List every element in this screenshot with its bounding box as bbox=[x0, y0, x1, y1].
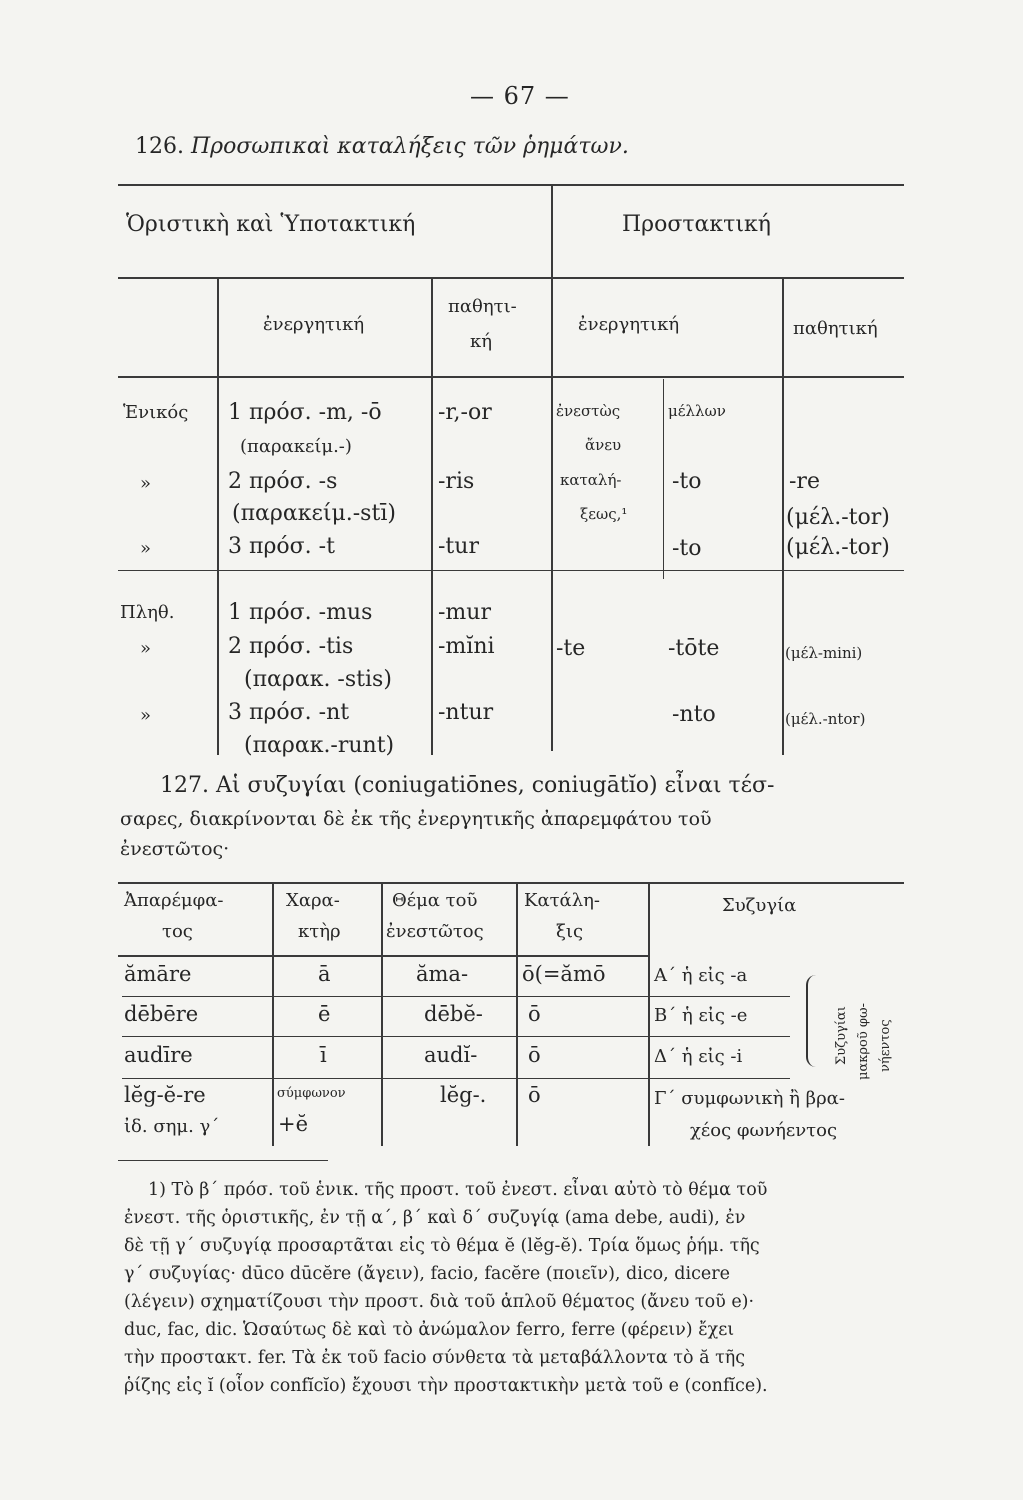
t2-stem: dēbĕ- bbox=[424, 1002, 483, 1026]
table2-row-rule bbox=[122, 996, 790, 997]
page-number: — 67 — bbox=[470, 82, 570, 110]
table1-top-rule bbox=[118, 184, 904, 186]
header-passive-1: παθητι- bbox=[448, 296, 517, 317]
pl-3-active-perfect: (παρακ.-runt) bbox=[244, 733, 395, 758]
t2-ending: ō(=ămō bbox=[522, 962, 606, 986]
singular-label: Ἑνικός bbox=[123, 402, 189, 423]
t2-character: ē bbox=[318, 1002, 331, 1026]
ditto-mark: » bbox=[140, 638, 152, 659]
footnote-line: (λέγειν) σχηματίζουσι τὴν προστ. διὰ τοῦ ἁπλοῦ θέματος (ἄνευ τοῦ e)· bbox=[124, 1292, 755, 1312]
table1-rule-a bbox=[118, 277, 904, 279]
sg-1-active: 1 πρόσ. -m, -ō bbox=[228, 400, 382, 425]
header-active: ἐνεργητική bbox=[263, 314, 365, 335]
table1-vline-3 bbox=[663, 379, 664, 579]
sg-3-imp-passive-future: (μέλ.-tor) bbox=[786, 535, 890, 560]
pl-3-imp-passive: (μέλ.-ntor) bbox=[785, 710, 866, 728]
header-passive-2: κή bbox=[470, 331, 493, 352]
table2-vline-2 bbox=[381, 884, 383, 1146]
t2-ending: ō bbox=[528, 1002, 541, 1026]
section-127-line-2: σαρες, διακρίνονται δὲ ἐκ τῆς ἐνεργητικῆς ἀπαρεμφάτου τοῦ bbox=[120, 808, 712, 830]
sg-1-active-perfect: (παρακείμ.-) bbox=[240, 436, 352, 457]
sg-2-imp-future: -to bbox=[672, 469, 702, 494]
t2-infinitive: ămāre bbox=[124, 962, 192, 986]
pl-3-active: 3 πρόσ. -nt bbox=[228, 700, 350, 725]
conjugation-brace bbox=[806, 975, 818, 1067]
sg-2-imp-passive: -re bbox=[789, 469, 820, 494]
side-note: μακροῦ φω- bbox=[856, 1003, 871, 1080]
t2-infinitive: audīre bbox=[124, 1043, 193, 1067]
t2-character: σύμφωνον bbox=[277, 1086, 346, 1101]
plural-label: Πληθ. bbox=[120, 602, 175, 623]
pl-3-imp-future: -nto bbox=[672, 702, 716, 727]
imp-present-label: ἐνεστὼς bbox=[556, 402, 621, 420]
table2-row-rule bbox=[122, 1036, 790, 1037]
imp-present-label: ἄνευ bbox=[585, 436, 622, 454]
t2-stem: lĕg-. bbox=[440, 1083, 487, 1107]
pl-2-imp-present: -te bbox=[556, 636, 586, 661]
footnote-line: ἐνεστ. τῆς ὁριστικῆς, ἐν τῇ α΄, β΄ καὶ δ΄ συζυγίᾳ (ama debe, audi), ἐν bbox=[124, 1208, 746, 1228]
sg-2-active-perfect: (παρακείμ.-stī) bbox=[232, 501, 396, 526]
table1-vline-1 bbox=[217, 279, 219, 755]
sg-2-active: 2 πρόσ. -s bbox=[228, 469, 338, 494]
pl-1-passive: -mur bbox=[438, 600, 491, 625]
table2-vline-3 bbox=[516, 884, 518, 1146]
t2-conjugation: Β΄ ἡ εἰς -e bbox=[654, 1005, 748, 1026]
section-number: 126. bbox=[135, 134, 184, 159]
ditto-mark: » bbox=[140, 538, 152, 559]
footnote-line: τὴν προστακτ. fer. Τὰ ἐκ τοῦ facio σύνθετα τὰ μεταβάλλοντα τὸ ă τῆς bbox=[124, 1348, 746, 1368]
t2-header-ending: ξις bbox=[556, 921, 584, 942]
section-title: Προσωπικαὶ καταλήξεις τῶν ῥημάτων. bbox=[190, 134, 629, 159]
table2-vline-4 bbox=[648, 884, 650, 1146]
header-imp-active: ἐνεργητική bbox=[578, 314, 680, 335]
t2-conjugation-note: χέος φωνήεντος bbox=[690, 1120, 838, 1141]
t2-header-stem: Θέμα τοῦ bbox=[392, 890, 478, 911]
t2-conjugation: Α΄ ἡ εἰς -a bbox=[654, 965, 748, 986]
t2-ending: ō bbox=[528, 1083, 541, 1107]
t2-infinitive: dēbēre bbox=[124, 1002, 199, 1026]
pl-2-imp-passive: (μέλ-mini) bbox=[785, 644, 863, 662]
section-127-line-3: ἐνεστῶτος· bbox=[120, 838, 230, 860]
header-imp-passive: παθητική bbox=[793, 318, 878, 339]
table2-row-rule bbox=[122, 1078, 790, 1079]
t2-header-character: κτὴρ bbox=[298, 921, 341, 942]
table2-header-rule bbox=[118, 955, 648, 957]
pl-1-active: 1 πρόσ. -mus bbox=[228, 600, 373, 625]
pl-2-active-perfect: (παρακ. -stis) bbox=[244, 667, 392, 692]
t2-conjugation: Γ΄ συμφωνικὴ ἢ βρα- bbox=[654, 1088, 845, 1109]
t2-stem: ăma- bbox=[416, 962, 469, 986]
t2-ending: ō bbox=[528, 1043, 541, 1067]
ditto-mark: » bbox=[140, 705, 152, 726]
t2-character: ā bbox=[318, 962, 331, 986]
footnote-line: 1) Τὸ β΄ πρόσ. τοῦ ἑνικ. τῆς προστ. τοῦ ἐνεστ. εἶναι αὐτὸ τὸ θέμα τοῦ bbox=[148, 1180, 768, 1200]
footnote-line: δὲ τῇ γ΄ συζυγίᾳ προσαρτᾶται εἰς τὸ θέμα ĕ (lĕg-ĕ). Τρία ὅμως ῥήμ. τῆς bbox=[124, 1236, 760, 1256]
sg-3-passive: -tur bbox=[438, 534, 479, 559]
t2-header-infinitive: τος bbox=[162, 921, 193, 942]
sg-3-imp-future: -to bbox=[672, 536, 702, 561]
t2-character-note: +ĕ bbox=[278, 1112, 309, 1136]
sg-3-active: 3 πρόσ. -t bbox=[228, 534, 335, 559]
t2-conjugation: Δ΄ ἡ εἰς -i bbox=[654, 1046, 743, 1067]
header-imperative: Προστακτική bbox=[622, 212, 771, 237]
pl-2-active: 2 πρόσ. -tis bbox=[228, 634, 354, 659]
footnote-line: γ΄ συζυγίας· dūco dūcĕre (ἄγειν), facio, facĕre (ποιεῖν), dico, dicere bbox=[124, 1264, 730, 1284]
t2-header-conjugation: Συζυγία bbox=[722, 895, 797, 916]
section-127-line-1: 127. Αἱ συζυγίαι (coniugatiōnes, coniugātĭo) εἶναι τέσ- bbox=[160, 773, 775, 798]
side-note: Συζυγίαι bbox=[834, 1006, 849, 1065]
table1-vline-2 bbox=[431, 279, 433, 755]
sg-2-imp-passive-future: (μέλ.-tor) bbox=[786, 505, 890, 530]
footnote-line: duc, fac, dic. Ὡσαύτως δὲ καὶ τὸ ἀνώμαλον ferro, ferre (φέρειν) ἔχει bbox=[124, 1320, 735, 1340]
imp-present-label: ξεως,¹ bbox=[580, 505, 628, 523]
imp-present-label: καταλή- bbox=[560, 471, 622, 489]
t2-header-character: Χαρα- bbox=[286, 890, 340, 911]
t2-infinitive-note: ἰδ. σημ. γ΄ bbox=[124, 1116, 220, 1137]
t2-header-stem: ἐνεστῶτος bbox=[386, 921, 484, 942]
footnote-rule bbox=[118, 1160, 328, 1161]
t2-character: ī bbox=[320, 1043, 327, 1067]
ditto-mark: » bbox=[140, 473, 152, 494]
table1-vline-4 bbox=[782, 279, 784, 755]
t2-stem: audĭ- bbox=[424, 1043, 478, 1067]
t2-infinitive: lĕg-ĕ-re bbox=[124, 1083, 206, 1107]
pl-2-imp-future: -tōte bbox=[668, 636, 720, 661]
pl-2-passive: -mĭni bbox=[438, 634, 495, 659]
imp-future-label: μέλλων bbox=[668, 402, 726, 420]
t2-header-ending: Κατάλη- bbox=[524, 890, 600, 911]
table2-top-rule bbox=[118, 882, 904, 884]
table1-rule-b bbox=[118, 376, 904, 378]
section-126-heading bbox=[135, 134, 629, 159]
table2-vline-1 bbox=[272, 884, 274, 1146]
sg-1-passive: -r,-or bbox=[438, 400, 492, 425]
footnote-line: ῥίζης εἰς ĭ (οἷον confĭcĭo) ἔχουσι τὴν προστακτικὴν μετὰ τοῦ e (confĭce). bbox=[124, 1376, 768, 1396]
sg-2-passive: -ris bbox=[438, 469, 475, 494]
side-note: νήεντος bbox=[878, 1019, 893, 1072]
header-indicative-subjunctive: Ὁριστικὴ καὶ Ὑποτακτική bbox=[126, 212, 416, 237]
pl-3-passive: -ntur bbox=[438, 700, 494, 725]
table1-rule-c bbox=[118, 570, 904, 571]
t2-header-infinitive: Ἀπαρέμφα- bbox=[124, 890, 224, 911]
table1-vline-main bbox=[551, 186, 553, 751]
